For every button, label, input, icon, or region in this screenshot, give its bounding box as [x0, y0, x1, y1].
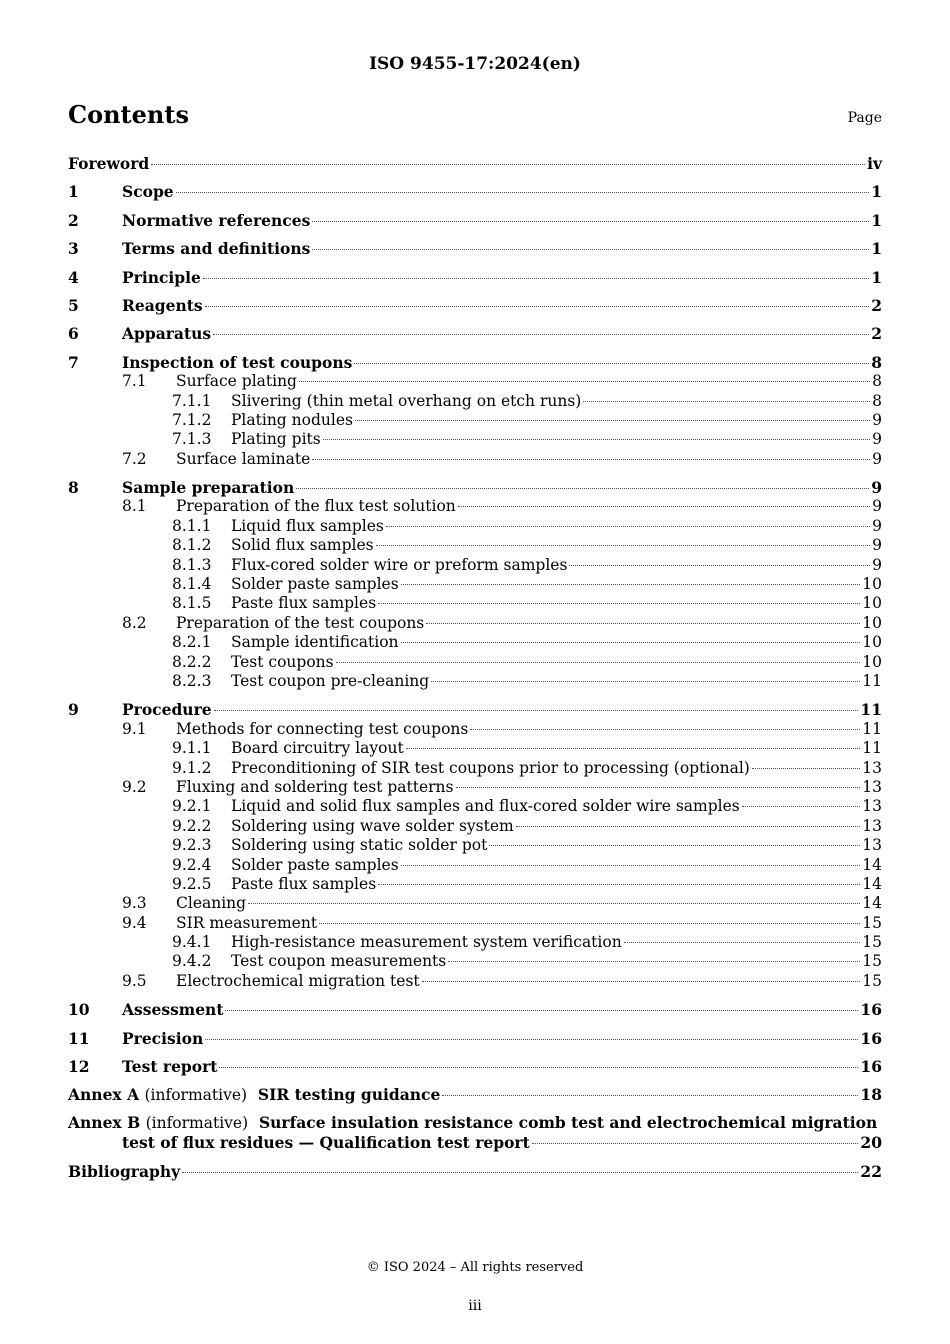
dot-leader: [176, 192, 870, 193]
toc-entry-title: Cleaning: [176, 894, 247, 913]
toc-entry-title: Test coupon measurements: [231, 952, 447, 971]
dot-leader: [532, 1143, 859, 1144]
toc-entry[interactable]: [68, 182, 882, 201]
toc-entry-number: 9.1.2: [172, 758, 212, 777]
dot-leader: [378, 884, 860, 885]
toc-entry-title: Flux-cored solder wire or preform samples: [231, 555, 568, 574]
toc-entry-title: Test coupons: [231, 652, 334, 671]
dot-leader: [376, 545, 871, 546]
toc-entry-number: 7: [68, 352, 79, 372]
dot-leader: [569, 565, 870, 566]
toc-entry-page: 11: [862, 671, 882, 690]
dot-leader: [742, 806, 861, 807]
toc-entry-page: 14: [862, 855, 882, 874]
toc-entry-page: 8: [872, 372, 882, 391]
toc-entry[interactable]: [68, 817, 882, 836]
toc-entry-page: 10: [862, 613, 882, 632]
document-header: ISO 9455-17:2024(en): [369, 54, 581, 74]
toc-entry-number: 9.5: [122, 971, 147, 990]
toc-entry-page: 9: [872, 497, 882, 516]
toc-entry-number: 9.1.1: [172, 739, 212, 758]
toc-entry-title: Precision: [122, 1028, 204, 1048]
toc-entry-number: 9.2.2: [172, 816, 212, 835]
toc-entry-page: 16: [860, 1057, 882, 1077]
toc-entry-page: 10: [862, 575, 882, 594]
dot-leader: [312, 249, 869, 250]
toc-entry-page: 11: [862, 719, 882, 738]
toc-entry[interactable]: [68, 720, 882, 739]
toc-entry[interactable]: [68, 759, 882, 778]
dot-leader: [448, 961, 860, 962]
dot-leader: [406, 748, 861, 749]
toc-entry[interactable]: [68, 1029, 882, 1048]
dot-leader: [312, 221, 869, 222]
toc-entry[interactable]: [68, 154, 882, 173]
toc-entry-page: 10: [862, 594, 882, 613]
toc-entry-number: 9.2.3: [172, 836, 212, 855]
toc-entry-page: 10: [862, 652, 882, 671]
toc-entry-number: 7.1.1: [172, 391, 212, 410]
toc-entry-page: 9: [872, 430, 882, 449]
toc-entry-title: Plating nodules: [231, 410, 353, 429]
dot-leader: [583, 401, 870, 402]
toc-entry-number: 9.2.4: [172, 855, 212, 874]
toc-entry[interactable]: [68, 1000, 882, 1019]
toc-entries: [68, 154, 882, 1076]
dot-leader: [299, 381, 870, 382]
toc-entry[interactable]: [68, 411, 882, 430]
toc-entry-title: Liquid and solid flux samples and flux-cored solder wire samples: [231, 797, 740, 816]
dot-leader: [355, 420, 870, 421]
annex-b-page: 20: [860, 1133, 882, 1153]
toc-entry-number: 4: [68, 267, 79, 287]
toc-entry-number: 8.1.3: [172, 555, 212, 574]
toc-entry[interactable]: [68, 324, 882, 343]
toc-entry-page: 11: [862, 739, 882, 758]
toc-entry-number: 5: [68, 295, 79, 315]
toc-entry[interactable]: [68, 933, 882, 952]
toc-annex-a[interactable]: [68, 1085, 882, 1104]
toc-entry-number: 8.2.2: [172, 652, 212, 671]
toc-entry[interactable]: [68, 575, 882, 594]
toc-entry[interactable]: [68, 836, 882, 855]
toc-entry[interactable]: [68, 430, 882, 449]
page-title: Contents: [68, 100, 189, 129]
dot-leader: [470, 729, 860, 730]
toc-entry-number: 11: [68, 1028, 90, 1048]
toc-entry-number: 7.2: [122, 449, 147, 468]
toc-entry[interactable]: [68, 478, 882, 497]
dot-leader: [401, 584, 861, 585]
toc-entry-page: 9: [871, 478, 882, 498]
toc-entry-title: Solid flux samples: [231, 536, 374, 555]
toc-entry-title: Assessment: [122, 1000, 224, 1020]
toc-entry-page: 1: [871, 182, 882, 202]
toc-entry-title: Soldering using wave solder system: [231, 816, 514, 835]
toc-entry-page: 8: [871, 352, 882, 372]
toc-entry-number: 7.1.2: [172, 410, 212, 429]
toc-entry-title: Preparation of the flux test solution: [176, 497, 456, 516]
toc-entry-page: 15: [862, 952, 882, 971]
toc-entry-title: Reagents: [122, 295, 203, 315]
toc-entry-title: Foreword: [68, 154, 150, 173]
toc-entry[interactable]: [68, 739, 882, 758]
toc-entry-page: 8: [872, 391, 882, 410]
toc-entry-number: 7.1: [122, 372, 147, 391]
toc-entry-title: Principle: [122, 267, 201, 287]
toc-entry-title: Board circuitry layout: [231, 739, 404, 758]
toc-bibliography[interactable]: [68, 1162, 882, 1181]
dot-leader: [442, 1095, 858, 1096]
toc-entry[interactable]: [68, 497, 882, 516]
toc-entry[interactable]: [68, 875, 882, 894]
toc-entry-page: 11: [860, 700, 882, 720]
toc-entry-number: 8.2: [122, 613, 147, 632]
table-of-contents: [68, 154, 882, 1181]
toc-entry-number: 9.4: [122, 913, 147, 932]
toc-entry-title: Inspection of test coupons: [122, 352, 353, 372]
toc-entry-title: Soldering using static solder pot: [231, 836, 488, 855]
toc-entry-number: 6: [68, 324, 79, 344]
toc-entry-page: 10: [862, 633, 882, 652]
dot-leader: [248, 903, 860, 904]
toc-entry-number: 8.1.2: [172, 536, 212, 555]
toc-entry-number: 10: [68, 1000, 90, 1020]
toc-entry-title: Surface laminate: [176, 449, 311, 468]
dot-leader: [426, 623, 860, 624]
toc-entry-page: 13: [862, 816, 882, 835]
toc-entry-page: 9: [872, 516, 882, 535]
toc-entry-page: 2: [871, 324, 882, 344]
toc-entry-number: 9.1: [122, 719, 147, 738]
toc-entry-number: 8: [68, 478, 79, 498]
dot-leader: [378, 603, 860, 604]
toc-entry-page: 15: [862, 971, 882, 990]
toc-entry-number: 9: [68, 700, 79, 720]
toc-entry-number: 8.1.5: [172, 594, 212, 613]
toc-entry-page: 13: [862, 836, 882, 855]
toc-entry-page: 15: [862, 933, 882, 952]
toc-entry-number: 3: [68, 239, 79, 259]
toc-entry[interactable]: [68, 536, 882, 555]
toc-entry-title: Paste flux samples: [231, 594, 377, 613]
bibliography-page: 22: [860, 1161, 882, 1181]
annex-a-label: Annex A: [68, 1085, 140, 1105]
dot-leader: [319, 923, 860, 924]
bibliography-title: Bibliography: [68, 1161, 181, 1181]
annex-b-title-line2: test of flux residues — Qualification test report: [122, 1133, 530, 1153]
annex-b-label: Annex B: [68, 1112, 141, 1132]
toc-entry-number: 8.2.1: [172, 633, 212, 652]
dot-leader: [225, 1010, 858, 1011]
toc-entry-title: Apparatus: [122, 324, 212, 344]
dot-leader: [401, 642, 861, 643]
toc-entry-title: Preparation of the test coupons: [176, 613, 425, 632]
toc-entry-page: 16: [860, 1000, 882, 1020]
toc-entry-title: Surface plating: [176, 372, 297, 391]
toc-entry-number: 8.1.1: [172, 516, 212, 535]
page-column-label: Page: [847, 110, 882, 126]
toc-entry-number: 8.1.4: [172, 575, 212, 594]
toc-entry-page: 9: [872, 410, 882, 429]
toc-entry-title: High-resistance measurement system verification: [231, 933, 622, 952]
toc-entry[interactable]: [68, 211, 882, 230]
annex-a-page: 18: [860, 1085, 882, 1105]
dot-leader: [219, 1067, 858, 1068]
toc-entry[interactable]: [68, 556, 882, 575]
annex-b-title-line1: Surface insulation resistance comb test and electrochemical migration: [258, 1112, 878, 1132]
toc-entry[interactable]: [68, 700, 882, 719]
toc-entry-title: Test report: [122, 1057, 218, 1077]
annex-b-qualifier: (informative): [145, 1113, 249, 1132]
dot-leader: [456, 787, 861, 788]
toc-entry-number: 2: [68, 210, 79, 230]
toc-entry-number: 9.4.2: [172, 952, 212, 971]
toc-entry[interactable]: [68, 239, 882, 258]
toc-entry-page: 1: [871, 267, 882, 287]
annex-a-qualifier: (informative): [144, 1086, 248, 1105]
toc-entry-page: 14: [862, 894, 882, 913]
toc-entry-title: Preconditioning of SIR test coupons prior to processing (optional): [231, 758, 750, 777]
toc-entry[interactable]: [68, 952, 882, 971]
dot-leader: [458, 506, 870, 507]
toc-entry-page: 1: [871, 239, 882, 259]
toc-entry-number: 12: [68, 1057, 90, 1077]
toc-entry-title: SIR measurement: [176, 913, 318, 932]
toc-entry[interactable]: [68, 372, 882, 391]
dot-leader: [214, 710, 859, 711]
toc-entry[interactable]: [68, 594, 882, 613]
toc-entry-number: 9.2.5: [172, 874, 212, 893]
toc-entry[interactable]: [68, 672, 882, 691]
toc-entry-title: Electrochemical migration test: [176, 971, 420, 990]
toc-entry[interactable]: [68, 653, 882, 672]
toc-entry-page: 9: [872, 536, 882, 555]
annex-a-title: SIR testing guidance: [257, 1085, 441, 1105]
toc-entry-page: 13: [862, 797, 882, 816]
dot-leader: [203, 278, 869, 279]
toc-entry-number: 9.2: [122, 777, 147, 796]
toc-entry-number: 1: [68, 182, 79, 202]
toc-entry-page: 14: [862, 874, 882, 893]
dot-leader: [182, 1172, 858, 1173]
dot-leader: [516, 826, 861, 827]
toc-entry-page: 9: [872, 555, 882, 574]
toc-entry-title: Sample identification: [231, 633, 399, 652]
dot-leader: [354, 363, 869, 364]
toc-entry[interactable]: [68, 392, 882, 411]
toc-entry[interactable]: [68, 797, 882, 816]
dot-leader: [401, 865, 861, 866]
toc-entry-page: 13: [862, 777, 882, 796]
dot-leader: [336, 662, 861, 663]
toc-entry-title: Paste flux samples: [231, 874, 377, 893]
dot-leader: [624, 942, 861, 943]
toc-entry[interactable]: [68, 296, 882, 315]
toc-entry-page: iv: [867, 154, 882, 173]
toc-entry[interactable]: [68, 633, 882, 652]
dot-leader: [422, 981, 861, 982]
dot-leader: [205, 306, 870, 307]
toc-entry-title: Slivering (thin metal overhang on etch runs): [231, 391, 582, 410]
toc-entry-page: 1: [871, 210, 882, 230]
copyright-notice: © ISO 2024 – All rights reserved: [366, 1260, 584, 1275]
toc-entry-page: 13: [862, 758, 882, 777]
toc-entry-number: 8.1: [122, 497, 147, 516]
toc-entry-number: 9.2.1: [172, 797, 212, 816]
toc-entry[interactable]: [68, 894, 882, 913]
dot-leader: [386, 526, 870, 527]
toc-entry-number: 8.2.3: [172, 671, 212, 690]
toc-entry-number: 9.3: [122, 894, 147, 913]
toc-entry-page: 16: [860, 1028, 882, 1048]
toc-entry-title: Sample preparation: [122, 478, 295, 498]
dot-leader: [312, 459, 870, 460]
dot-leader: [213, 334, 869, 335]
toc-entry[interactable]: [68, 856, 882, 875]
toc-entry[interactable]: [68, 268, 882, 287]
toc-entry-number: 9.4.1: [172, 933, 212, 952]
toc-entry-title: Procedure: [122, 700, 212, 720]
toc-entry-page: 2: [871, 295, 882, 315]
toc-entry[interactable]: [68, 517, 882, 536]
dot-leader: [752, 768, 860, 769]
toc-entry[interactable]: [68, 353, 882, 372]
dot-leader: [323, 439, 870, 440]
toc-entry-title: Normative references: [122, 210, 311, 230]
toc-entry-title: Methods for connecting test coupons: [176, 719, 469, 738]
toc-annex-b[interactable]: [68, 1113, 882, 1153]
page-number: iii: [468, 1298, 482, 1314]
toc-entry-number: 7.1.3: [172, 430, 212, 449]
toc-entry-title: Solder paste samples: [231, 855, 399, 874]
dot-leader: [431, 681, 860, 682]
toc-entry[interactable]: [68, 778, 882, 797]
dot-leader: [151, 164, 865, 165]
toc-entry-page: 15: [862, 913, 882, 932]
dot-leader: [205, 1039, 858, 1040]
toc-entry[interactable]: [68, 614, 882, 633]
toc-entry-title: Terms and definitions: [122, 239, 311, 259]
dot-leader: [296, 488, 869, 489]
toc-entry-title: Scope: [122, 182, 174, 202]
toc-entry[interactable]: [68, 972, 882, 991]
toc-entry[interactable]: [68, 914, 882, 933]
dot-leader: [489, 845, 860, 846]
toc-entry[interactable]: [68, 1057, 882, 1076]
toc-entry-title: Solder paste samples: [231, 575, 399, 594]
toc-entry-title: Fluxing and soldering test patterns: [176, 777, 454, 796]
toc-entry-page: 9: [872, 449, 882, 468]
toc-entry-title: Test coupon pre-cleaning: [231, 671, 430, 690]
toc-entry-title: Liquid flux samples: [231, 516, 384, 535]
toc-entry[interactable]: [68, 450, 882, 469]
toc-entry-title: Plating pits: [231, 430, 321, 449]
